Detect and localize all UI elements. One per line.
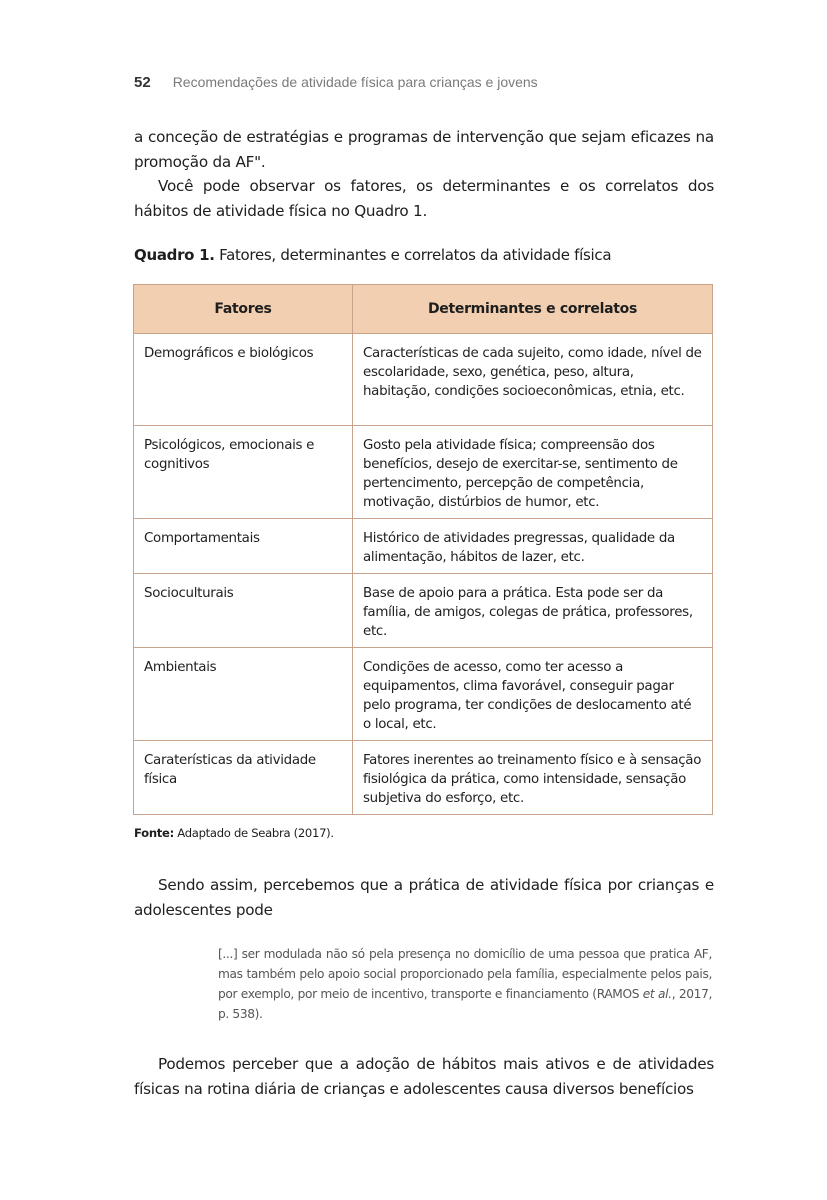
table-row: [134, 519, 713, 574]
quote-et-al: et al.: [642, 987, 672, 1001]
table-row: [134, 334, 713, 426]
table-row: [134, 648, 713, 741]
cell-fator: Caraterísticas da atividade física: [134, 741, 353, 815]
cell-determinantes: Características de cada sujeito, como idade, nível de escolaridade, sexo, genética, peso, altura, habitação, condições socioeconômicas, etnia, etc.: [353, 334, 713, 426]
paragraph-podemos-perceber: [134, 1052, 714, 1101]
block-quote-text: [218, 944, 712, 1024]
paragraph-text: Sendo assim, percebemos que a prática de atividade física por crianças e adolescentes pode: [134, 876, 714, 919]
cell-fator: Comportamentais: [134, 519, 353, 574]
table-source: [134, 826, 334, 840]
column-header-determinantes: Determinantes e correlatos: [353, 285, 713, 334]
factors-table: [133, 284, 713, 815]
page-number: 52: [134, 74, 151, 91]
running-header-title: Recomendações de atividade física para crianças e jovens: [172, 74, 538, 90]
cell-fator: Demográficos e biológicos: [134, 334, 353, 426]
intro-paragraphs: [134, 125, 714, 223]
running-header: [134, 74, 538, 91]
quote-body: [...] ser modulada não só pela presença no domicílio de uma pessoa que pratica AF, mas também pelo apoio social proporcionado pela família, especialmente pelos pais, por exemplo, por meio de incentivo, transporte e financiamento (RAMOS: [218, 947, 712, 1001]
table-header-row: [134, 285, 713, 334]
table-caption-label: Quadro 1.: [134, 246, 215, 264]
cell-fator: Psicológicos, emocionais e cognitivos: [134, 426, 353, 519]
table-caption: [134, 246, 611, 264]
cell-determinantes: Base de apoio para a prática. Esta pode ser da família, de amigos, colegas de prática, professores, etc.: [353, 574, 713, 648]
quote-citation: , 2017, p. 538).: [218, 987, 713, 1021]
column-header-fatores: Fatores: [134, 285, 353, 334]
cell-determinantes: Gosto pela atividade física; compreensão dos benefícios, desejo de exercitar-se, sentimento de pertencimento, percepção de competência, motivação, distúrbios de humor, etc.: [353, 426, 713, 519]
paragraph-continuation: a conceção de estratégias e programas de intervenção que sejam eficazes na promoção da AF".: [134, 128, 714, 171]
table-source-text: Adaptado de Seabra (2017).: [173, 826, 334, 840]
cell-determinantes: Fatores inerentes ao treinamento físico e à sensação fisiológica da prática, como intensidade, sensação subjetiva do esforço, etc.: [353, 741, 713, 815]
table-source-label: Fonte:: [134, 826, 174, 840]
paragraph-quadro-reference: Você pode observar os fatores, os determinantes e os correlatos dos hábitos de atividade física no Quadro 1.: [134, 177, 714, 220]
table-caption-text: Fatores, determinantes e correlatos da atividade física: [214, 246, 612, 264]
cell-fator: Socioculturais: [134, 574, 353, 648]
paragraph-text: Podemos perceber que a adoção de hábitos mais ativos e de atividades físicas na rotina diária de crianças e adolescentes causa diversos benefícios: [134, 1055, 714, 1098]
cell-determinantes: Condições de acesso, como ter acesso a equipamentos, clima favorável, conseguir pagar pelo programa, ter condições de deslocamento até o local, etc.: [353, 648, 713, 741]
table-row: [134, 426, 713, 519]
paragraph-sendo-assim: [134, 873, 714, 922]
block-quote: [218, 944, 712, 1024]
cell-fator: Ambientais: [134, 648, 353, 741]
table-row: [134, 574, 713, 648]
cell-determinantes: Histórico de atividades pregressas, qualidade da alimentação, hábitos de lazer, etc.: [353, 519, 713, 574]
table-row: [134, 741, 713, 815]
